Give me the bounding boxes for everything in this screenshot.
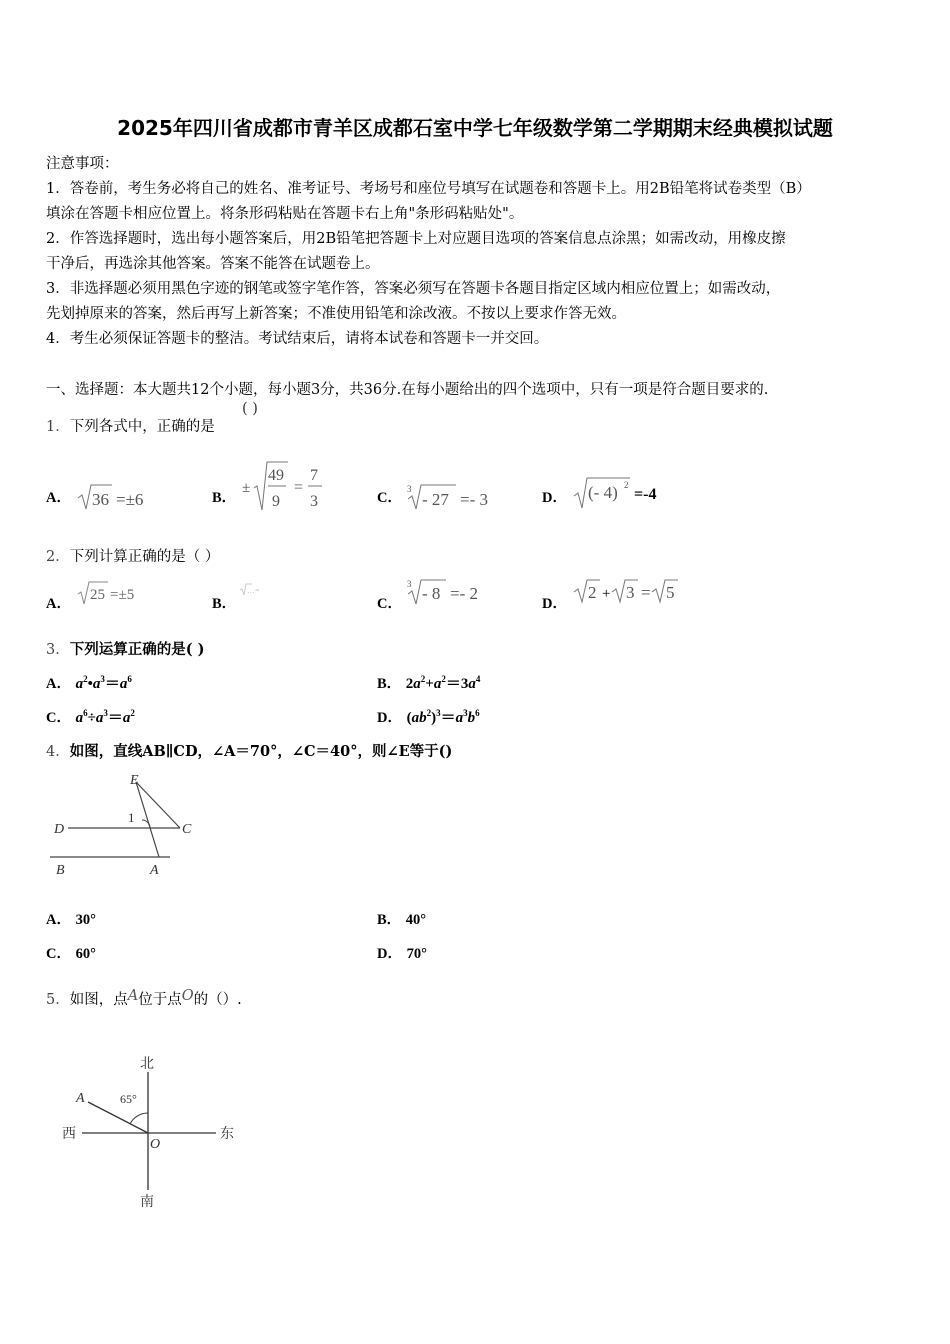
exponent: 2 xyxy=(624,480,629,490)
angle-1-label: 1 xyxy=(128,810,135,825)
angle-arc xyxy=(142,820,150,828)
option-a-label: A． xyxy=(46,912,71,928)
option-c xyxy=(46,942,96,963)
point-c: C xyxy=(182,822,192,837)
question-stem-b: 位于点 xyxy=(138,992,182,1008)
option-a xyxy=(46,672,132,693)
option-a-expr xyxy=(74,578,164,612)
option-d xyxy=(377,942,427,963)
angle-arc xyxy=(130,1113,148,1124)
option-b-value: 40° xyxy=(405,912,427,928)
point-a-inline: A xyxy=(127,988,139,1004)
question-stem: 下列计算正确的是（ ） xyxy=(69,549,220,565)
option-c-expr xyxy=(404,479,504,517)
rhs: =±6 xyxy=(116,490,144,509)
option-d xyxy=(377,706,480,727)
notice-line-4: 干净后，再选涂其他答案。答案不能答在试题卷上。 xyxy=(46,256,380,272)
rhs: =-4 xyxy=(634,486,657,503)
radicand-3: 5 xyxy=(666,583,675,602)
label-east: 东 xyxy=(220,1127,234,1142)
denominator: 9 xyxy=(272,493,280,510)
numerator: 49 xyxy=(268,467,284,484)
label-north: 北 xyxy=(140,1057,154,1072)
radicand: - 27 xyxy=(422,490,449,509)
option-a-label: A． xyxy=(46,596,71,612)
option-d-expr: $(ab^2)^3=a^3b^6$ xyxy=(406,708,480,726)
answer-paren: ( ) xyxy=(242,401,258,417)
option-b xyxy=(377,672,480,693)
option-d-label: D． xyxy=(542,596,567,612)
angle-label: 65° xyxy=(120,1092,137,1106)
option-c-label: C． xyxy=(46,710,71,726)
option-d-value: 70° xyxy=(406,946,427,962)
option-a-expr: $a^2•a^3=a^6$ xyxy=(75,674,132,692)
svg-text:=: = xyxy=(255,586,260,595)
compass-figure xyxy=(58,1050,248,1219)
option-b-expr: $2a^2+a^2=3a^4$ xyxy=(405,674,481,692)
notice-line-3: 2．作答选择题时，选出每小题答案后，用2B铅笔把答题卡上对应题目选项的答案信息点涂黑；如需改动，用橡皮擦 xyxy=(46,231,786,247)
radicand-1: 2 xyxy=(588,583,597,602)
option-c-label: C． xyxy=(377,596,402,612)
rhs-denominator: 3 xyxy=(310,493,318,510)
notice-line-7: 4．考生必须保证答题卡的整洁。考试结束后，请将本试卷和答题卡一并交回。 xyxy=(46,331,549,347)
option-c-expr: $a^6\div a^3=a^2$ xyxy=(75,708,135,726)
radicand: - 8 xyxy=(422,584,441,603)
option-b-faint-expr xyxy=(238,581,268,603)
rhs: =- 3 xyxy=(460,490,488,509)
question-number: 5． xyxy=(46,992,70,1008)
root-index: 3 xyxy=(407,484,412,494)
notice-line-6: 先划掉原来的答案，然后再写上新答案；不准使用铅笔和涂改液。不按以上要求作答无效。 xyxy=(46,306,626,322)
option-a-expr xyxy=(74,479,164,517)
option-d-expr xyxy=(570,474,680,516)
option-c-value: 60° xyxy=(75,946,96,962)
point-o-inline: O xyxy=(181,988,194,1004)
rhs: =±5 xyxy=(110,587,135,603)
option-c xyxy=(46,706,135,727)
question-number: 2． xyxy=(46,549,70,565)
question-number: 3． xyxy=(46,642,70,658)
question-stem: 下列各式中，正确的是 xyxy=(69,419,215,435)
option-c-label: C． xyxy=(377,490,402,506)
option-a xyxy=(46,908,96,929)
question-stem: 下列运算正确的是( ) xyxy=(69,641,205,658)
label-west: 西 xyxy=(62,1127,76,1142)
option-d-label: D． xyxy=(377,710,402,726)
option-a-label: A． xyxy=(46,676,71,692)
option-b-label: B． xyxy=(377,912,402,928)
question-stem-a: 如图，点 xyxy=(69,992,128,1008)
faint-text: … xyxy=(247,586,255,595)
option-b-label: B． xyxy=(212,596,237,612)
question-number: 1． xyxy=(46,419,70,435)
option-d-label: D． xyxy=(377,946,402,962)
option-a-label: A． xyxy=(46,490,71,506)
geometry-figure xyxy=(50,768,210,884)
point-o: O xyxy=(150,1137,161,1152)
notice-line-2: 填涂在答题卡相应位置上。将条形码粘贴在答题卡右上角"条形码粘贴处"。 xyxy=(46,206,524,222)
question-stem: 如图，直线AB∥CD，∠A＝70°，∠C＝40°，则∠E等于() xyxy=(69,743,453,760)
option-b-label: B． xyxy=(377,676,402,692)
notice-line-5: 3．非选择题必须用黑色字迹的钢笔或签字笔作答，答案必须写在答题卡各题目指定区域内相应位置上；如需改动， xyxy=(46,281,781,297)
plus: + xyxy=(602,586,611,602)
root-index: 3 xyxy=(407,579,412,589)
plus-minus: ± xyxy=(242,480,251,496)
question-stem-c: 的（）. xyxy=(193,992,242,1008)
option-d-expr xyxy=(570,574,690,610)
point-b: B xyxy=(56,863,65,878)
option-c-expr xyxy=(404,574,504,610)
point-e: E xyxy=(130,773,139,788)
option-d-label: D． xyxy=(542,490,567,506)
radicand: (- 4) xyxy=(588,483,618,502)
option-b xyxy=(377,908,426,929)
option-c-label: C． xyxy=(46,946,71,962)
ray-oa xyxy=(88,1102,148,1133)
notice-line-1: 1．答卷前，考生务必将自己的姓名、准考证号、考场号和座位号填写在试题卷和答题卡上。用2B铅笔将试卷类型（B） xyxy=(46,181,811,197)
question-number: 4． xyxy=(46,744,70,760)
section-heading: 一、选择题：本大题共12个小题，每小题3分，共36分.在每小题给出的四个选项中，只有一项是符合题目要求的. xyxy=(46,382,769,398)
option-a-value: 30° xyxy=(75,912,96,928)
radicand: 36 xyxy=(92,490,109,509)
option-b-expr xyxy=(240,458,330,520)
point-a: A xyxy=(150,863,159,878)
radicand: 25 xyxy=(90,587,105,603)
notice-heading: 注意事项： xyxy=(46,156,119,172)
rhs: =- 2 xyxy=(450,584,478,603)
equals: = xyxy=(641,583,651,602)
point-d: D xyxy=(54,822,65,837)
label-south: 南 xyxy=(140,1195,154,1210)
page-title: 2025年四川省成都市青羊区成都石室中学七年级数学第二学期期末经典模拟试题 xyxy=(117,116,833,140)
equals: = xyxy=(294,479,304,496)
point-a: A xyxy=(76,1091,85,1106)
radicand-2: 3 xyxy=(626,583,635,602)
option-b-label: B． xyxy=(212,490,237,506)
rhs-numerator: 7 xyxy=(310,467,318,484)
